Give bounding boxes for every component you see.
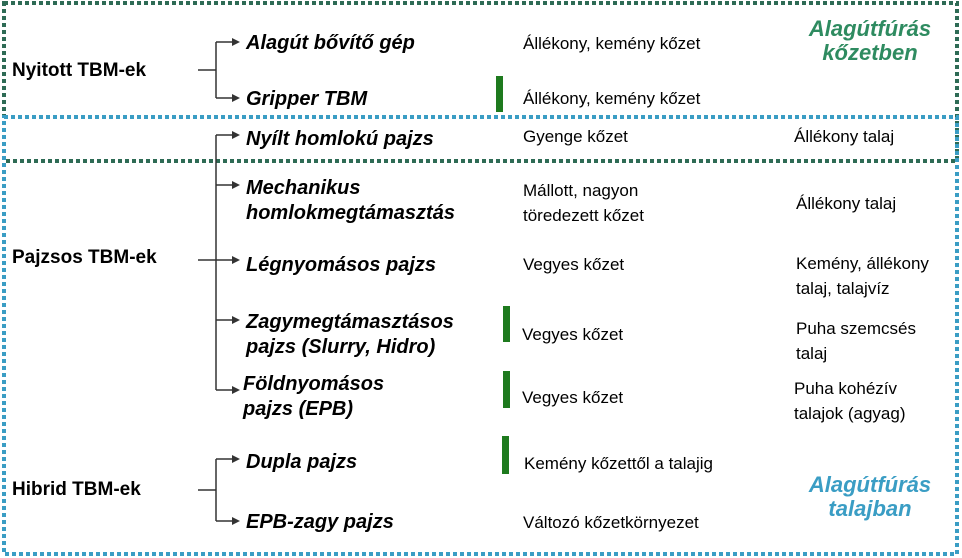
marker-bar-5 — [503, 306, 510, 342]
machine-2: Nyílt homlokú pajzs — [246, 128, 434, 150]
rock-tunneling-tag — [785, 17, 955, 65]
hybrid-arrowheads — [232, 455, 240, 525]
machine-0: Alagút bővítő gép — [246, 32, 415, 54]
ground-condition-3: Állékony talaj — [796, 194, 897, 213]
soil-tag-line2: talajban — [828, 496, 912, 521]
machine-6: Földnyomásos pajzs (EPB) — [243, 373, 385, 420]
rock-condition-3: Mállott, nagyon töredezett kőzet — [523, 181, 644, 225]
rock-condition-6: Vegyes kőzet — [522, 388, 624, 407]
rock-tag-line1: Alagútfúrás — [808, 16, 932, 41]
category-hybrid-tbm: Hibrid TBM-ek — [12, 479, 141, 500]
rock-condition-5: Vegyes kőzet — [522, 325, 624, 344]
machine-8: EPB-zagy pajzs — [246, 511, 394, 533]
category-open-tbm: Nyitott TBM-ek — [12, 60, 147, 81]
ground-condition-2: Állékony talaj — [794, 127, 895, 146]
rock-condition-7: Kemény kőzettől a talajig — [524, 454, 713, 473]
rock-condition-2: Gyenge kőzet — [523, 127, 628, 146]
rock-condition-0: Állékony, kemény kőzet — [523, 34, 701, 53]
shield-arrowheads — [232, 131, 240, 394]
marker-bar-1 — [496, 76, 503, 112]
machine-1: Gripper TBM — [246, 88, 368, 110]
rock-condition-8: Változó kőzetkörnyezet — [523, 513, 699, 532]
category-shield-tbm: Pajzsos TBM-ek — [12, 247, 157, 268]
rock-tag-line2: kőzetben — [822, 40, 918, 65]
marker-bar-6 — [503, 371, 510, 408]
machine-5: Zagymegtámasztásos pajzs (Slurry, Hidro) — [246, 311, 454, 358]
soil-tunneling-tag — [785, 473, 955, 521]
machine-4: Légnyomásos pajzs — [246, 254, 437, 276]
ground-condition-6: Puha kohézív talajok (agyag) — [794, 379, 906, 423]
rock-condition-4: Vegyes kőzet — [523, 255, 625, 274]
ground-condition-4: Kemény, állékony talaj, talajvíz — [796, 254, 929, 298]
machine-7: Dupla pajzs — [246, 451, 358, 473]
open-arrowheads — [232, 38, 240, 102]
rock-condition-1: Állékony, kemény kőzet — [523, 89, 701, 108]
marker-bar-7 — [502, 436, 509, 474]
soil-tag-line1: Alagútfúrás — [808, 472, 932, 497]
shield-bracket — [198, 135, 234, 390]
hybrid-bracket — [198, 459, 234, 521]
machine-3: Mechanikus homlokmegtámasztás — [246, 177, 455, 224]
ground-condition-5: Puha szemcsés talaj — [796, 319, 916, 363]
open-bracket — [198, 42, 234, 98]
